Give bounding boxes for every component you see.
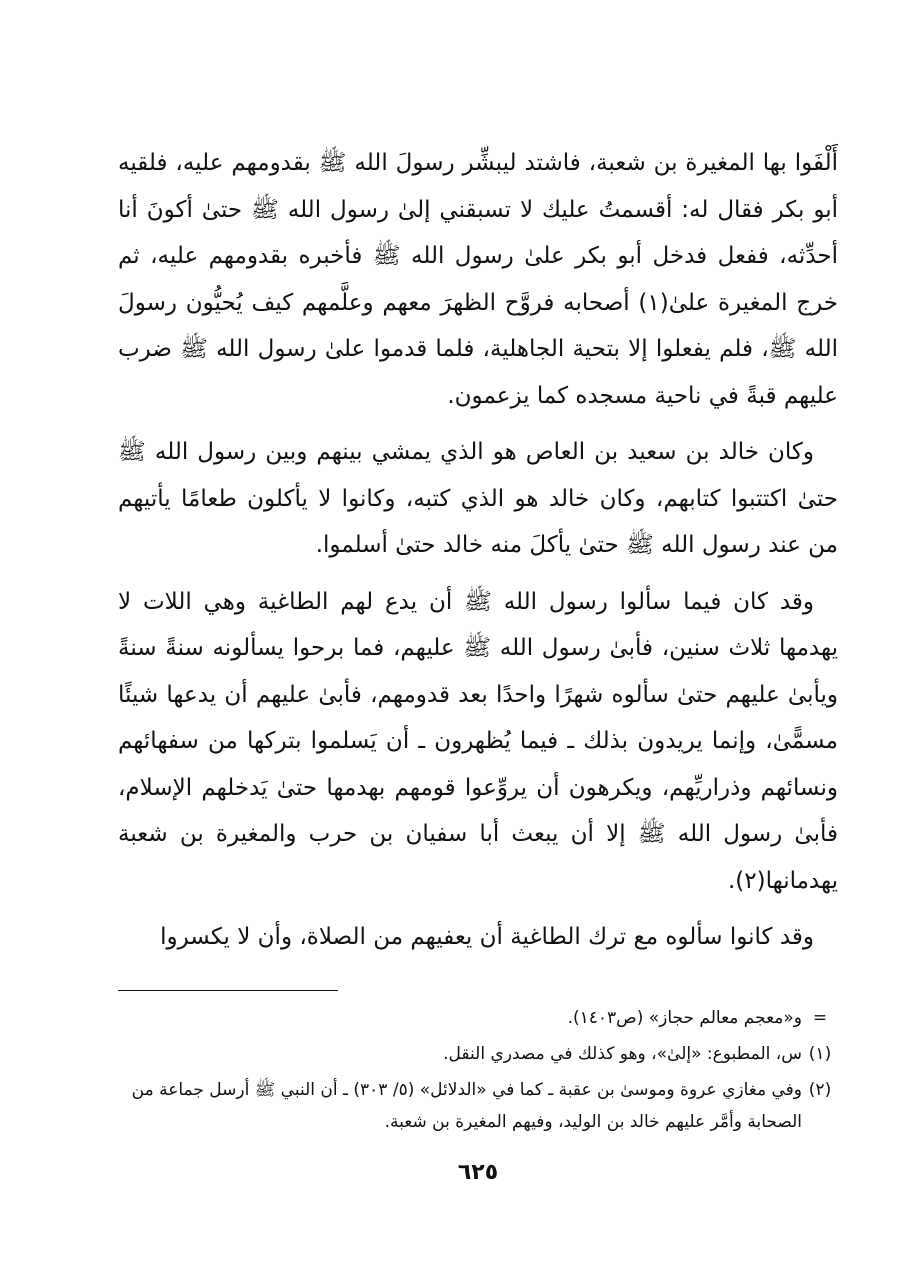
footnote-continuation bbox=[118, 1002, 838, 1034]
footnote-text: وفي مغازي عروة وموسىٰ بن عقبة ـ كما في «الدلائل» (٥/ ٣٠٣) ـ أن النبي ﷺ أرسل جماعة من الصحابة وأمَّر عليهم خالد بن الوليد، وفيهم المغيرة بن شعبة. bbox=[131, 1080, 802, 1132]
footnote-separator bbox=[118, 990, 338, 991]
footnote-2 bbox=[118, 1074, 838, 1138]
footnote-text: و«معجم معالم حجاز» (ص١٤٠٣). bbox=[567, 1008, 802, 1028]
page-number: ٦٢٥ bbox=[457, 1160, 499, 1185]
paragraph-2: وكان خالد بن سعيد بن العاص هو الذي يمشي بينهم وبين رسول الله ﷺ حتىٰ اكتتبوا كتابهم، وكان خالد هو الذي كتبه، وكانوا لا يأكلون طعامًا يأتيهم من عند رسول الله ﷺ حتىٰ يأكلَ منه خالد حتىٰ أسلموا. bbox=[118, 439, 838, 558]
paragraph-3: وقد كان فيما سألوا رسول الله ﷺ أن يدع لهم الطاغية وهي اللات لا يهدمها ثلاث سنين، فأبىٰ رسول الله ﷺ عليهم، فما برحوا يسألونه سنةً سنةً ويأبىٰ عليهم حتىٰ سألوه شهرًا واحدًا بعد قدومهم، فأبىٰ عليهم أن يدعها شيئًا مسمًّىٰ، وإنما يريدون بذلك ـ فيما يُظهرون ـ أن يَسلموا بتركها من سفهائهم ونسائهم وذراريِّهم، ويكرهون أن يروِّعوا قومهم بهدمها حتىٰ يَدخلهم الإسلام، فأبىٰ رسول الله ﷺ إلا أن يبعث أبا سفيان بن حرب والمغيرة بن شعبة يهدمانها(٢). bbox=[118, 588, 838, 894]
footnotes bbox=[118, 1002, 838, 1142]
footnote-marker: (٢) bbox=[808, 1080, 832, 1100]
book-page bbox=[118, 140, 838, 1240]
paragraph-1: أَلْفَوا بها المغيرة بن شعبة، فاشتد ليبشِّر رسولَ الله ﷺ بقدومهم عليه، فلقيه أبو بكر فقال له: أقسمتُ عليك لا تسبقني إلىٰ رسول الله ﷺ حتىٰ أكونَ أنا أحدِّثه، ففعل فدخل أبو بكر علىٰ رسول الله ﷺ فأخبره بقدومهم عليه، ثم خرج المغيرة علىٰ(١) أصحابه فروَّح الظهرَ معهم وعلَّمهم كيف يُحيُّون رسولَ الله ﷺ، فلم يفعلوا إلا بتحية الجاهلية، فلما قدموا علىٰ رسول الله ﷺ ضرب عليهم قبةً في ناحية مسجده كما يزعمون. bbox=[118, 150, 838, 409]
footnote-1 bbox=[118, 1038, 838, 1070]
footnote-marker: = bbox=[812, 1008, 828, 1028]
footnote-marker: (١) bbox=[808, 1044, 832, 1064]
footnote-text: س، المطبوع: «إلىٰ»، وهو كذلك في مصدري النقل. bbox=[443, 1044, 802, 1064]
main-text bbox=[118, 140, 838, 961]
paragraph-4: وقد كانوا سألوه مع ترك الطاغية أن يعفيهم من الصلاة، وأن لا يكسروا bbox=[160, 924, 814, 950]
